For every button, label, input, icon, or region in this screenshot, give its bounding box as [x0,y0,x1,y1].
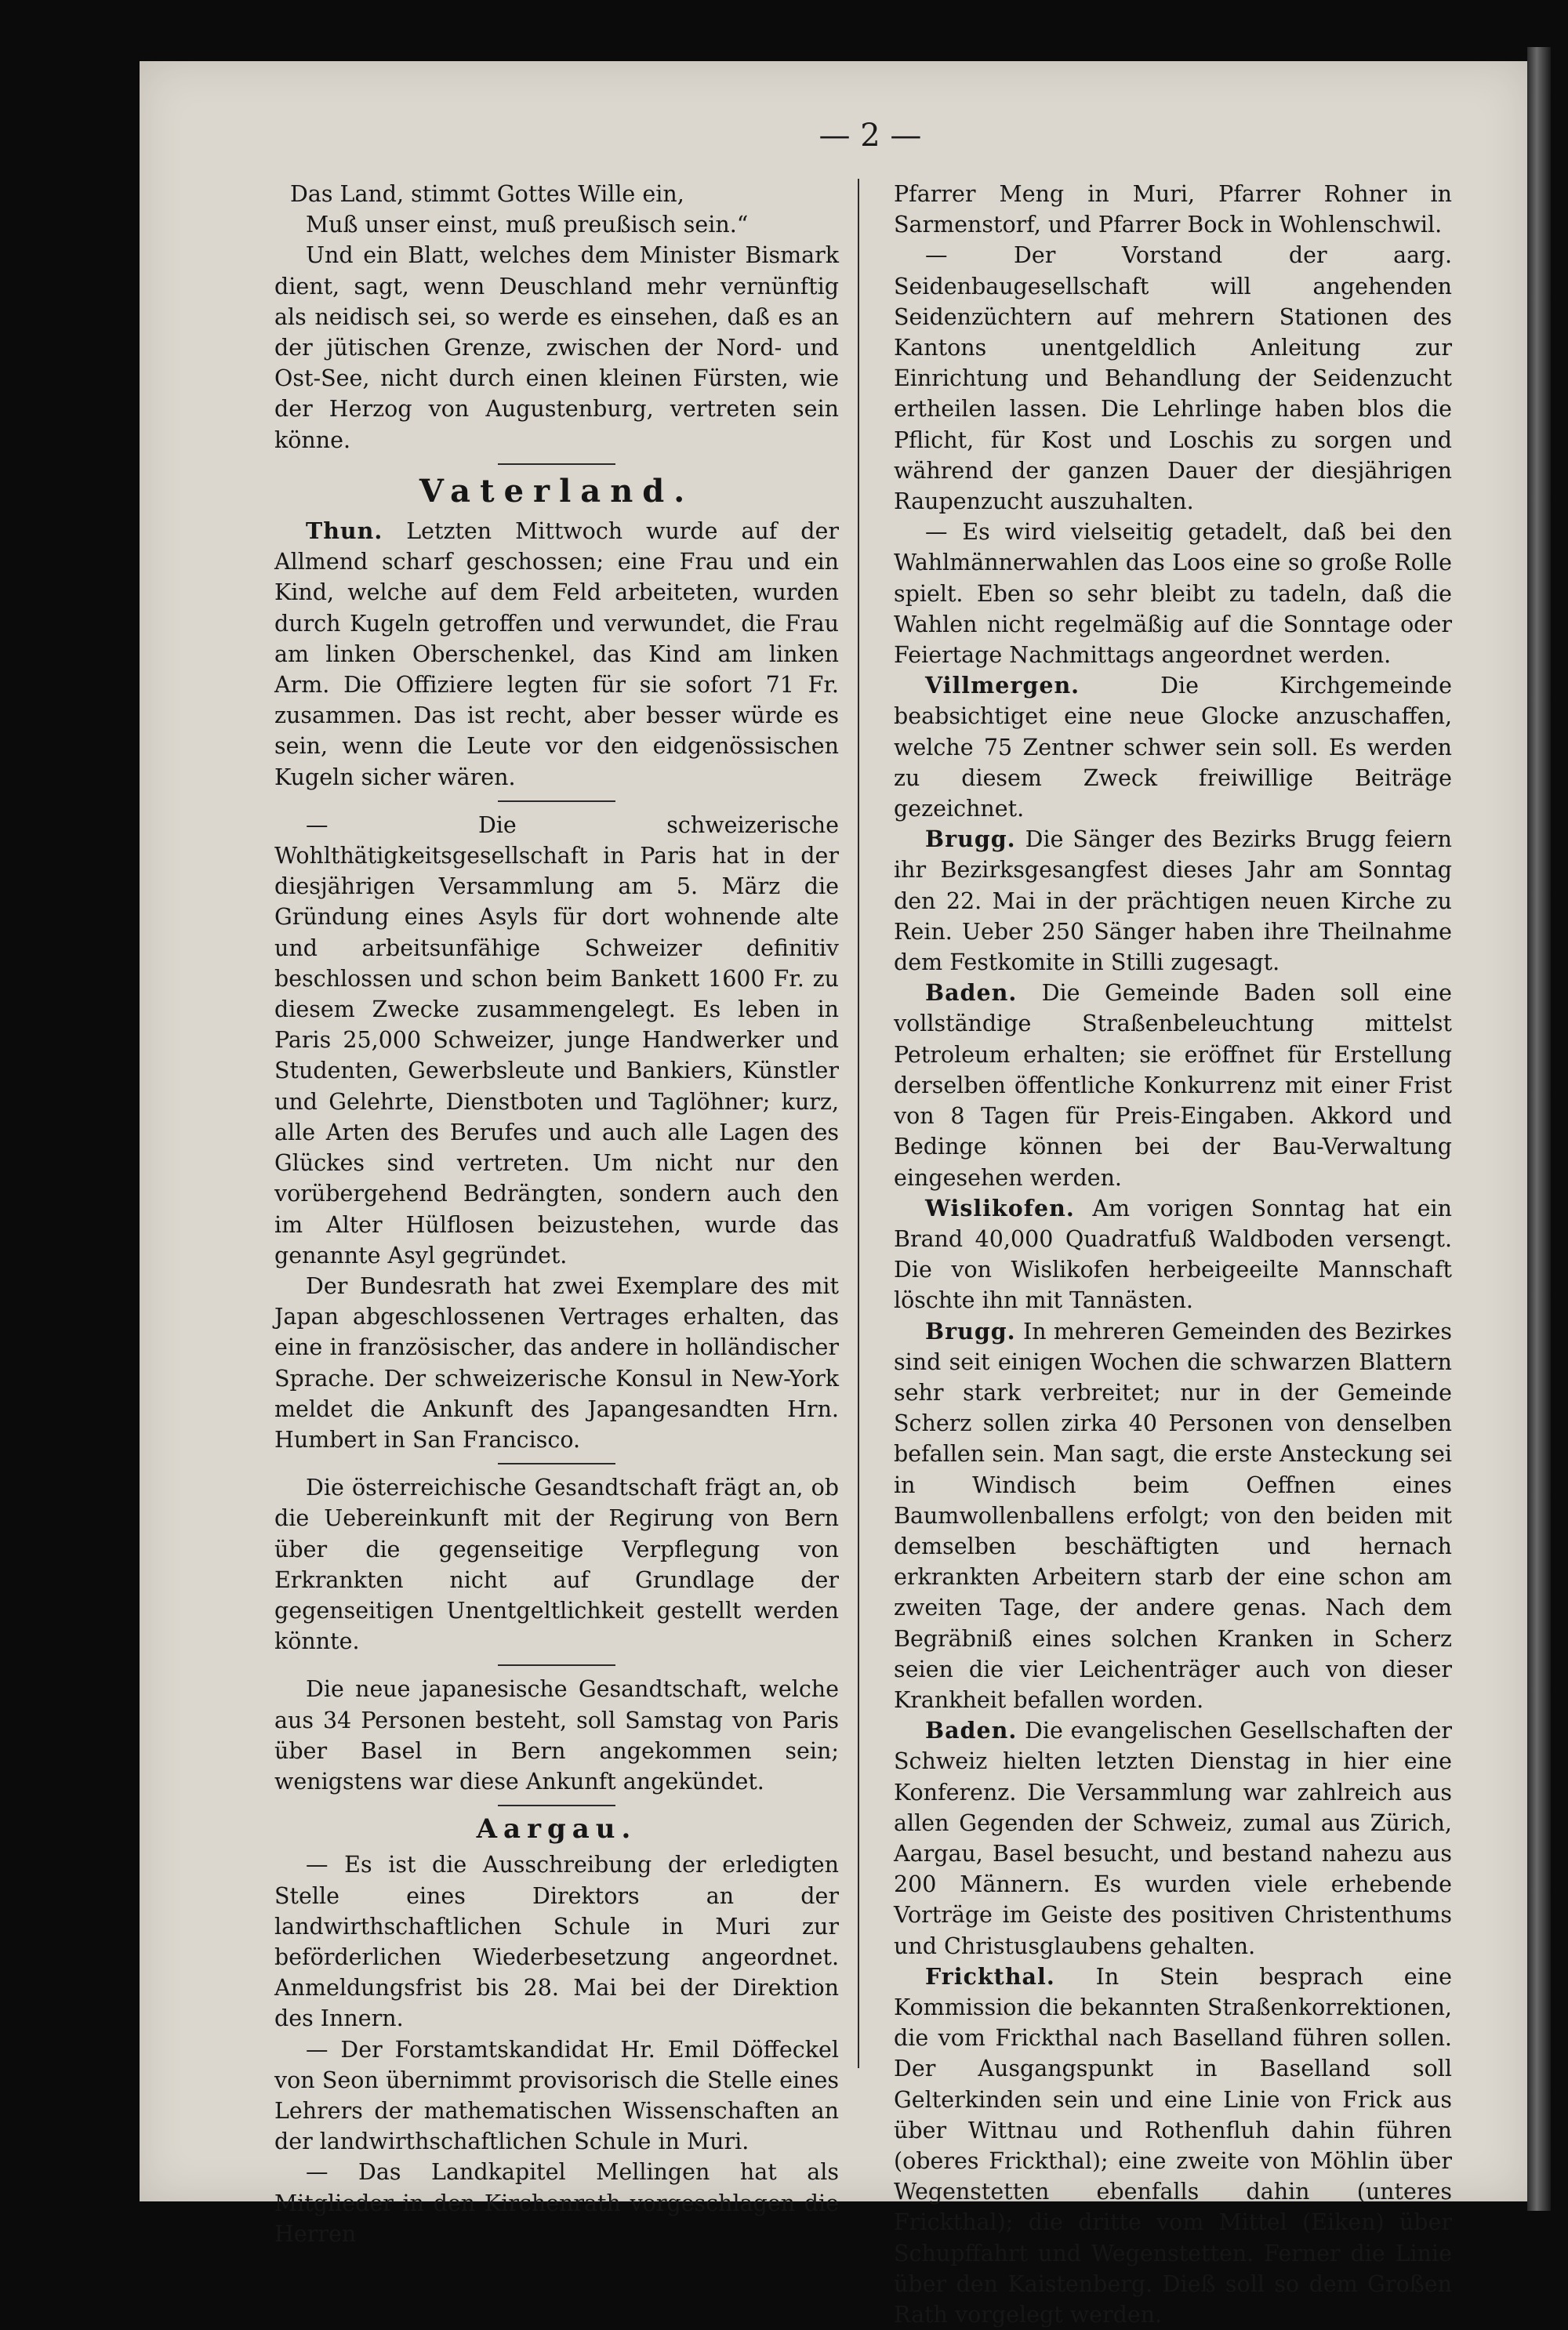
article-text: Letzten Mittwoch wurde auf der Allmend scharf geschossen; eine Frau und ein Kind, welche auf dem Feld arbeiteten, wurden durch Kugeln getroffen und verwundet, die Frau am linken Oberschenkel, das Kind am linken Arm. Die Offiziere legten für sie sofort 71 Fr. zusammen. Das ist recht, aber besser würde es sein, wenn die Leute vor den eidgenössischen Kugeln sicher wären. [274,518,840,790]
place-name: Frickthal. [925,1962,1055,1990]
place-name: Wislikofen. [925,1194,1075,1221]
section-rule [498,800,615,802]
article-paragraph [894,824,1452,978]
article-paragraph [894,1962,1452,2330]
article-paragraph [894,1715,1452,1962]
section-heading-aargau: Aargau. [476,1813,637,1845]
article-paragraph: — Der Vorstand der aarg. Seidenbaugesellschaft will angehenden Seidenzüchtern auf mehrern Stationen des Kantons unentgeldlich Anleitung zur Einrichtung und Behandlung der Seidenzucht ertheilen lassen. Die Lehrlinge haben blos die Pflicht, für Kost und Loschis zu sorgen und während der ganzen Dauer der diesjährigen Raupenzucht auszuhalten. [894,242,1452,515]
place-name: Baden. [925,979,1018,1007]
page-edge [1527,47,1551,2211]
place-name: Thun. [306,517,383,545]
section-rule [498,1664,615,1666]
article-paragraph: Und ein Blatt, welches dem Minister Bismark dient, sagt, wenn Deuschland mehr vernünftig als neidisch sei, so werde es einsehen, daß es an der jütischen Grenze, zwischen der Nord- und Ost-See, nicht durch einen kleinen Fürsten, wie der Herzog von Augustenburg, vertreten sein könne. [274,242,839,453]
place-name: Brugg. [925,826,1016,853]
place-name: Villmergen. [925,672,1080,699]
article-paragraph: — Die schweizerische Wohlthätigkeitsgesellschaft in Paris hat in der diesjährigen Versammlung am 5. März die Gründung eines Asyls für dort wohnende alte und arbeitsunfähige Schweizer definitiv beschlossen und schon beim Bankett 1600 Fr. zu diesem Zwecke zusammengelegt. Es leben in Paris 25,000 Schweizer, junge Handwerker und Studenten, Gewerbsleute und Bankiers, Künstler und Gelehrte, Dienstboten und Taglöhner; kurz, alle Arten des Berufes und auch alle Lagen des Glückes sind vertreten. Um nicht nur den vorübergehend Bedrängten, sondern auch den im Alter Hülflosen beizustehen, wurde das genannte Asyl gegründet. [274,811,839,1268]
article-paragraph: Die österreichische Gesandtschaft frägt an, ob die Uebereinkunft mit der Regirung von Bern über die gegenseitige Verpflegung von Erkrankten nicht auf Grundlage der gegenseitigen Unentgeltlichkeit gestellt werden könnte. [274,1475,839,1655]
place-name: Brugg. [925,1317,1016,1345]
article-paragraph [274,516,839,793]
column-divider [858,179,859,2068]
article-text: In Stein besprach eine Kommission die bekannten Straßenkorrektionen, die vom Frickthal nach Baselland führen sollen. Der Ausgangspunkt in Baselland soll Gelterkinden sein und eine Linie von Frick aus über Wittnau und Rothenfluh dahin führen (oberes Frickthal); eine zweite von Möhlin über Wegenstetten ebenfalls dahin (unteres Frickthal); die dritte vom Mittel (Eiken) über Schupffahrt und Wegenstetten. Ferner die Linie über den Kaistenberg. Dieß soll so dem Großen Rath vorgelegt werden. [894,1963,1452,2328]
verse-line: Das Land, stimmt Gottes Wille ein, [290,181,684,207]
article-paragraph [894,1316,1452,1716]
article-paragraph: — Es ist die Ausschreibung der erledigten Stelle eines Direktors an der landwirthschaftlichen Schule in Muri zur beförderlichen Wiederbesetzung angeordnet. Anmeldungsfrist bis 28. Mai bei der Direktion des Innern. [274,1852,839,2032]
article-text: Am vorigen Sonntag hat ein Brand 40,000 Quadratfuß Waldboden versengt. Die von Wislikofen herbeigeeilte Mannschaft löschte ihn mit Tannästen. [894,1195,1452,1314]
page-number: — 2 — [818,118,922,154]
place-name: Baden. [925,1717,1018,1744]
article-text: Die evangelischen Gesellschaften der Schweiz hielten letzten Dienstag in hier eine Konferenz. Die Versammlung war zahlreich aus allen Gegenden der Schweiz, zumal aus Zürich, Aargau, Basel besucht, und bestand nahezu aus 200 Männern. Es wurden viele erhebende Vorträge im Geiste des positiven Christenthums und Christusglaubens gehalten. [894,1718,1453,1959]
section-rule [498,1805,615,1806]
right-column [894,179,1452,2330]
article-paragraph: — Es wird vielseitig getadelt, daß bei den Wahlmännerwahlen das Loos eine so große Rolle spielt. Eben so sehr bleibt zu tadeln, daß die Wahlen nicht regelmäßig auf die Sonntage oder Feiertage Nachmittags angeordnet werden. [894,519,1452,669]
article-paragraph: Der Bundesrath hat zwei Exemplare des mit Japan abgeschlossenen Vertrages erhalten, das eine in französischer, das andere in holländischer Sprache. Der schweizerische Konsul in New-York meldet die Ankunft des Japangesandten Hrn. Humbert in San Francisco. [274,1272,839,1453]
article-paragraph: — Das Landkapitel Mellingen hat als Mitglieder in den Kirchenrath vorgeschlagen die Herren [274,2159,839,2247]
verse-line: Muß unser einst, muß preußisch sein.“ [306,212,749,238]
article-paragraph [894,670,1452,824]
article-paragraph: Die neue japanesische Gesandtschaft, welche aus 34 Personen besteht, soll Samstag von Paris über Basel in Bern angekommen sein; wenigstens war diese Ankunft angekündet. [274,1676,839,1795]
section-heading-vaterland: Vaterland. [419,472,695,510]
article-paragraph: Pfarrer Meng in Muri, Pfarrer Rohner in Sarmenstorf, und Pfarrer Bock in Wohlenschwil. [894,181,1452,238]
article-paragraph [894,1193,1452,1316]
article-paragraph: — Der Forstamtskandidat Hr. Emil Döffeckel von Seon übernimmt provisorisch die Stelle eines Lehrers der mathematischen Wissenschaften an der landwirthschaftlichen Schule in Muri. [274,2036,839,2155]
article-text: Die Kirchgemeinde beabsichtiget eine neue Glocke anzuschaffen, welche 75 Zentner schwer sein soll. Es werden zu diesem Zweck freiwillige Beiträge gezeichnet. [894,673,1452,822]
article-text: Die Gemeinde Baden soll eine vollständige Straßenbeleuchtung mittelst Petroleum erhalten; sie eröffnet für Erstellung derselben öffentliche Konkurrenz mit einer Frist von 8 Tagen für Preis-Eingaben. Akkord und Bedinge können bei der Bau-Verwaltung eingesehen werden. [894,980,1452,1191]
section-rule [498,1463,615,1464]
article-text: Die Sänger des Bezirks Brugg feiern ihr Bezirksgesangfest dieses Jahr am Sonntag den 22. Mai in der prächtigen neuen Kirche zu Rein. Ueber 250 Sänger haben ihre Theilnahme dem Festkomite in Stilli zugesagt. [894,826,1452,976]
article-paragraph [894,978,1452,1192]
section-rule [498,463,615,465]
article-text: In mehreren Gemeinden des Bezirkes sind seit einigen Wochen die schwarzen Blattern sehr stark verbreitet; nur in der Gemeinde Scherz sollen zirka 40 Personen von denselben befallen sein. Man sagt, die erste Ansteckung sei in Windisch beim Oeffnen eines Baumwollenballens erfolgt; von den beiden mit demselben beschäftigten und hernach erkrankten Arbeitern starb der eine schon am zweiten Tage, der andere genas. Nach dem Begräbniß eines solchen Kranken in Scherz seien die vier Leichenträger auch von dieser Krankheit befallen worden. [894,1318,1453,1713]
left-column [274,179,839,2249]
